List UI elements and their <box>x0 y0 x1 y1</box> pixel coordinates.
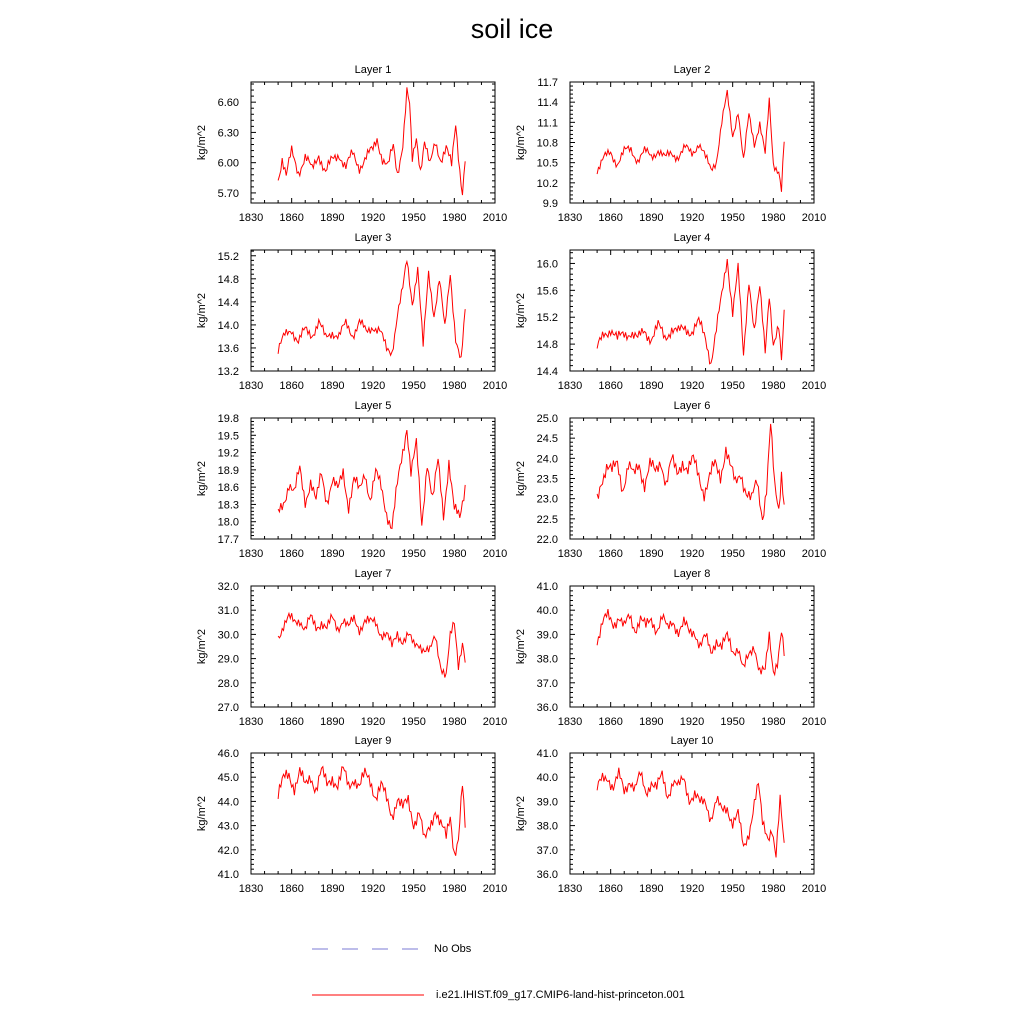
y-tick-label: 22.5 <box>536 513 558 526</box>
x-tick-label: 1950 <box>401 548 426 560</box>
page-title: soil ice <box>470 14 554 44</box>
y-tick-label: 41.0 <box>217 869 239 881</box>
legend-model <box>312 989 685 1001</box>
y-tick-label: 23.0 <box>536 493 558 506</box>
y-tick-label: 39.0 <box>536 796 558 809</box>
y-tick-label: 10.8 <box>536 137 558 150</box>
y-tick-label: 11.1 <box>537 117 558 130</box>
plot-frame <box>570 586 814 707</box>
x-tick-label: 1830 <box>238 548 264 560</box>
y-tick-label: 19.8 <box>217 413 239 425</box>
x-tick-label: 1890 <box>639 548 664 560</box>
y-tick-label: 22.0 <box>536 534 558 546</box>
chart-title: Layer 3 <box>354 232 392 244</box>
y-axis-label: kg/m^2 <box>515 460 527 497</box>
y-axis-label: kg/m^2 <box>515 292 527 329</box>
x-tick-label: 2010 <box>801 548 827 560</box>
y-tick-label: 44.0 <box>217 796 239 809</box>
x-tick-label: 1950 <box>401 380 426 392</box>
y-tick-label: 31.0 <box>217 605 239 618</box>
chart-panel-6 <box>515 400 826 560</box>
x-tick-label: 1980 <box>761 548 786 560</box>
y-tick-label: 41.0 <box>536 748 558 760</box>
x-tick-label: 1980 <box>761 380 786 392</box>
x-tick-label: 1980 <box>442 212 467 224</box>
x-tick-label: 1950 <box>401 716 426 728</box>
y-tick-label: 40.0 <box>536 772 558 785</box>
chart-title: Layer 10 <box>670 735 714 747</box>
x-tick-label: 2010 <box>801 716 827 728</box>
y-tick-label: 18.9 <box>217 464 239 477</box>
y-tick-label: 6.60 <box>217 97 239 110</box>
y-tick-label: 19.5 <box>217 430 239 443</box>
y-tick-label: 9.9 <box>542 198 558 210</box>
chart-title: Layer 2 <box>673 64 711 76</box>
chart-title: Layer 8 <box>673 568 711 580</box>
y-tick-label: 41.0 <box>536 581 558 593</box>
x-tick-label: 1890 <box>639 212 664 224</box>
y-axis-label: kg/m^2 <box>515 795 527 832</box>
plot-frame <box>251 586 495 707</box>
x-tick-label: 1920 <box>360 883 386 895</box>
x-tick-label: 1920 <box>360 716 386 728</box>
x-tick-label: 1920 <box>679 548 705 560</box>
y-tick-label: 16.0 <box>536 258 558 271</box>
plot-frame <box>251 82 495 203</box>
series-line <box>597 259 784 364</box>
y-tick-label: 36.0 <box>536 702 558 714</box>
x-tick-label: 1860 <box>279 548 304 560</box>
y-tick-label: 14.8 <box>536 339 558 352</box>
series-line <box>278 430 465 528</box>
chart-panel-9 <box>196 735 507 895</box>
y-tick-label: 28.0 <box>217 677 239 690</box>
chart-panel-2 <box>515 64 826 224</box>
x-tick-label: 1920 <box>360 548 386 560</box>
series-line <box>597 424 784 520</box>
x-tick-label: 1890 <box>320 548 345 560</box>
plot-frame <box>251 250 495 371</box>
y-tick-label: 6.30 <box>217 127 239 140</box>
y-tick-label: 15.6 <box>536 285 558 298</box>
y-tick-label: 39.0 <box>536 629 558 642</box>
chart-panel-1 <box>196 64 507 224</box>
x-tick-label: 1830 <box>238 883 264 895</box>
x-tick-label: 1920 <box>360 380 386 392</box>
series-line <box>278 613 465 677</box>
x-tick-label: 1860 <box>598 212 623 224</box>
y-tick-label: 6.00 <box>217 157 239 170</box>
x-tick-label: 1980 <box>761 716 786 728</box>
x-tick-label: 1890 <box>320 883 345 895</box>
y-tick-label: 13.2 <box>217 366 239 378</box>
y-tick-label: 24.0 <box>536 453 558 466</box>
x-tick-label: 1830 <box>557 883 583 895</box>
y-tick-label: 24.5 <box>536 433 558 446</box>
x-tick-label: 1860 <box>598 716 623 728</box>
y-tick-label: 5.70 <box>217 187 239 200</box>
x-tick-label: 1830 <box>557 716 583 728</box>
y-tick-label: 25.0 <box>536 413 558 425</box>
x-tick-label: 1890 <box>320 716 345 728</box>
x-tick-label: 1980 <box>442 548 467 560</box>
x-tick-label: 1860 <box>598 380 623 392</box>
chart-title: Layer 4 <box>673 232 711 244</box>
series-line <box>597 609 784 675</box>
y-tick-label: 15.2 <box>217 250 239 263</box>
x-tick-label: 2010 <box>801 380 827 392</box>
chart-title: Layer 6 <box>673 400 711 412</box>
x-tick-label: 1950 <box>720 212 745 224</box>
y-axis-label: kg/m^2 <box>196 124 208 161</box>
y-tick-label: 18.3 <box>217 499 239 512</box>
series-line <box>278 87 465 195</box>
y-tick-label: 46.0 <box>217 748 239 760</box>
y-tick-label: 38.0 <box>536 653 558 666</box>
y-tick-label: 42.0 <box>217 844 239 857</box>
x-tick-label: 2010 <box>482 883 508 895</box>
y-tick-label: 15.2 <box>536 312 558 325</box>
x-tick-label: 1830 <box>557 380 583 392</box>
chart-panel-8 <box>515 568 826 728</box>
x-tick-label: 1980 <box>761 883 786 895</box>
x-tick-label: 1860 <box>279 380 304 392</box>
y-tick-label: 30.0 <box>217 629 239 642</box>
y-tick-label: 10.5 <box>536 157 558 170</box>
x-tick-label: 1830 <box>557 212 583 224</box>
x-tick-label: 1920 <box>679 883 705 895</box>
y-axis-label: kg/m^2 <box>196 460 208 497</box>
x-tick-label: 1830 <box>238 380 264 392</box>
x-tick-label: 2010 <box>482 548 508 560</box>
plot-frame <box>570 418 814 539</box>
y-tick-label: 43.0 <box>217 820 239 833</box>
y-axis-label: kg/m^2 <box>515 124 527 161</box>
legend-obs-label: No Obs <box>434 943 472 955</box>
series-line <box>278 767 465 856</box>
plot-frame <box>570 250 814 371</box>
x-tick-label: 2010 <box>801 883 827 895</box>
y-tick-label: 14.4 <box>536 366 558 378</box>
plot-frame <box>570 753 814 874</box>
x-tick-label: 1890 <box>639 380 664 392</box>
x-tick-label: 1980 <box>442 380 467 392</box>
series-line <box>597 90 784 192</box>
legend-obs-swatch <box>312 944 422 954</box>
plot-frame <box>570 82 814 203</box>
y-tick-label: 37.0 <box>536 844 558 857</box>
y-tick-label: 17.7 <box>217 534 239 546</box>
x-tick-label: 1920 <box>679 380 705 392</box>
plot-frame <box>251 418 495 539</box>
y-tick-label: 32.0 <box>217 581 239 593</box>
x-tick-label: 1860 <box>598 883 623 895</box>
y-tick-label: 11.4 <box>537 97 558 110</box>
chart-panel-7 <box>196 568 507 728</box>
x-tick-label: 2010 <box>482 212 508 224</box>
legend-obs <box>312 943 471 955</box>
x-tick-label: 1980 <box>442 883 467 895</box>
x-tick-label: 1950 <box>720 380 745 392</box>
chart-panel-3 <box>196 232 507 392</box>
x-tick-label: 2010 <box>801 212 827 224</box>
x-tick-label: 1950 <box>720 883 745 895</box>
series-line <box>597 768 784 858</box>
y-axis-label: kg/m^2 <box>196 795 208 832</box>
y-tick-label: 27.0 <box>217 702 239 714</box>
x-tick-label: 1950 <box>720 716 745 728</box>
legend-model-label: i.e21.IHIST.f09_g17.CMIP6-land-hist-princeton.001 <box>436 989 685 1001</box>
plot-frame <box>251 753 495 874</box>
chart-title: Layer 5 <box>354 400 392 412</box>
x-tick-label: 2010 <box>482 716 508 728</box>
y-tick-label: 23.5 <box>536 473 558 486</box>
x-tick-label: 1920 <box>360 212 386 224</box>
y-axis-label: kg/m^2 <box>196 292 208 329</box>
y-axis-label: kg/m^2 <box>515 628 527 665</box>
y-tick-label: 40.0 <box>536 605 558 618</box>
x-tick-label: 1860 <box>279 212 304 224</box>
x-tick-label: 1860 <box>279 883 304 895</box>
x-tick-label: 1920 <box>679 716 705 728</box>
y-tick-label: 18.0 <box>217 516 239 529</box>
chart-title: Layer 1 <box>354 64 392 76</box>
x-tick-label: 1830 <box>557 548 583 560</box>
x-tick-label: 1950 <box>401 883 426 895</box>
y-tick-label: 14.4 <box>217 296 239 309</box>
y-tick-label: 38.0 <box>536 820 558 833</box>
x-tick-label: 1860 <box>598 548 623 560</box>
y-tick-label: 18.6 <box>217 482 239 495</box>
x-tick-label: 1890 <box>320 380 345 392</box>
y-tick-label: 14.0 <box>217 319 239 332</box>
y-tick-label: 14.8 <box>217 273 239 286</box>
x-tick-label: 1950 <box>401 212 426 224</box>
y-tick-label: 45.0 <box>217 772 239 785</box>
x-tick-label: 1890 <box>639 716 664 728</box>
y-tick-label: 36.0 <box>536 869 558 881</box>
series-line <box>278 262 465 358</box>
legend-model-swatch <box>312 990 424 1000</box>
y-tick-label: 13.6 <box>217 342 239 355</box>
y-axis-label: kg/m^2 <box>196 628 208 665</box>
x-tick-label: 1980 <box>761 212 786 224</box>
chart-panel-4 <box>515 232 826 392</box>
x-tick-label: 1950 <box>720 548 745 560</box>
y-tick-label: 37.0 <box>536 677 558 690</box>
x-tick-label: 1860 <box>279 716 304 728</box>
chart-title: Layer 9 <box>354 735 392 747</box>
chart-panel-5 <box>196 400 507 560</box>
x-tick-label: 1920 <box>679 212 705 224</box>
chart-title: Layer 7 <box>354 568 392 580</box>
y-tick-label: 11.7 <box>537 77 558 89</box>
x-tick-label: 1890 <box>320 212 345 224</box>
x-tick-label: 1890 <box>639 883 664 895</box>
x-tick-label: 1830 <box>238 716 264 728</box>
y-tick-label: 29.0 <box>217 653 239 666</box>
x-tick-label: 1830 <box>238 212 264 224</box>
y-tick-label: 19.2 <box>217 447 239 460</box>
x-tick-label: 2010 <box>482 380 508 392</box>
chart-panel-10 <box>515 735 826 895</box>
x-tick-label: 1980 <box>442 716 467 728</box>
y-tick-label: 10.2 <box>536 177 558 190</box>
